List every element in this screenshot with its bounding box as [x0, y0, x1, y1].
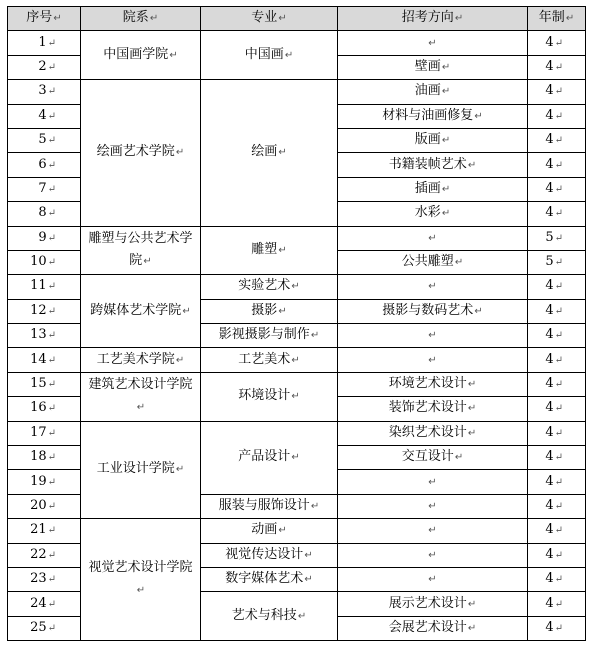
years-cell: 4↵	[528, 153, 586, 177]
major-cell: 绘画↵	[201, 80, 338, 226]
direction-cell: ↵	[338, 226, 528, 250]
serial-cell: 7↵	[8, 177, 81, 201]
years-cell: 4↵	[528, 397, 586, 421]
direction-cell: 版画↵	[338, 128, 528, 152]
serial-cell: 5↵	[8, 128, 81, 152]
table-row	[8, 226, 586, 250]
serial-cell: 17↵	[8, 421, 81, 445]
table-header	[8, 7, 586, 31]
years-cell: 4↵	[528, 324, 586, 348]
header-department: 院系↵	[81, 7, 201, 31]
table-row	[8, 421, 586, 445]
direction-cell: 环境艺术设计↵	[338, 372, 528, 396]
table-row	[8, 31, 586, 55]
department-cell: 雕塑与公共艺术学院↵	[81, 226, 201, 275]
years-cell: 4↵	[528, 543, 586, 567]
years-cell: 4↵	[528, 55, 586, 79]
direction-cell: 油画↵	[338, 80, 528, 104]
direction-cell: ↵	[338, 31, 528, 55]
years-cell: 4↵	[528, 348, 586, 372]
major-cell: 产品设计↵	[201, 421, 338, 494]
serial-cell: 6↵	[8, 153, 81, 177]
years-cell: 5↵	[528, 250, 586, 274]
years-cell: 4↵	[528, 519, 586, 543]
years-cell: 4↵	[528, 128, 586, 152]
department-cell: 工艺美术学院↵	[81, 348, 201, 372]
years-cell: 4↵	[528, 104, 586, 128]
major-cell: 摄影↵	[201, 299, 338, 323]
serial-cell: 22↵	[8, 543, 81, 567]
direction-cell: ↵	[338, 275, 528, 299]
major-cell: 中国画↵	[201, 31, 338, 80]
years-cell: 4↵	[528, 616, 586, 640]
years-cell: 4↵	[528, 299, 586, 323]
table-row	[8, 80, 586, 104]
major-cell: 影视摄影与制作↵	[201, 324, 338, 348]
serial-cell: 21↵	[8, 519, 81, 543]
years-cell: 4↵	[528, 494, 586, 518]
table-row	[8, 519, 586, 543]
table-body	[8, 31, 586, 641]
serial-cell: 14↵	[8, 348, 81, 372]
department-cell: 绘画艺术学院↵	[81, 80, 201, 226]
direction-cell: 公共雕塑↵	[338, 250, 528, 274]
serial-cell: 11↵	[8, 275, 81, 299]
header-serial: 序号↵	[8, 7, 81, 31]
direction-cell: 书籍装帧艺术↵	[338, 153, 528, 177]
years-cell: 4↵	[528, 202, 586, 226]
direction-cell: ↵	[338, 519, 528, 543]
years-cell: 4↵	[528, 372, 586, 396]
serial-cell: 8↵	[8, 202, 81, 226]
direction-cell: ↵	[338, 494, 528, 518]
direction-cell: 水彩↵	[338, 202, 528, 226]
major-cell: 环境设计↵	[201, 372, 338, 421]
direction-cell: ↵	[338, 567, 528, 591]
enrollment-table	[7, 6, 586, 641]
header-years: 年制↵	[528, 7, 586, 31]
header-major: 专业↵	[201, 7, 338, 31]
serial-cell: 24↵	[8, 592, 81, 616]
header-direction: 招考方向↵	[338, 7, 528, 31]
major-cell: 工艺美术↵	[201, 348, 338, 372]
major-cell: 实验艺术↵	[201, 275, 338, 299]
serial-cell: 1↵	[8, 31, 81, 55]
serial-cell: 10↵	[8, 250, 81, 274]
serial-cell: 20↵	[8, 494, 81, 518]
serial-cell: 19↵	[8, 470, 81, 494]
department-cell: 视觉艺术设计学院↵	[81, 519, 201, 641]
direction-cell: 交互设计↵	[338, 446, 528, 470]
direction-cell: 展示艺术设计↵	[338, 592, 528, 616]
major-cell: 服装与服饰设计↵	[201, 494, 338, 518]
serial-cell: 15↵	[8, 372, 81, 396]
department-cell: 工业设计学院↵	[81, 421, 201, 519]
major-cell: 艺术与科技↵	[201, 592, 338, 641]
department-cell: 跨媒体艺术学院↵	[81, 275, 201, 348]
years-cell: 4↵	[528, 80, 586, 104]
table-row	[8, 275, 586, 299]
years-cell: 4↵	[528, 275, 586, 299]
direction-cell: 装饰艺术设计↵	[338, 397, 528, 421]
header-row	[8, 7, 586, 31]
serial-cell: 16↵	[8, 397, 81, 421]
years-cell: 4↵	[528, 567, 586, 591]
serial-cell: 2↵	[8, 55, 81, 79]
department-cell: 中国画学院↵	[81, 31, 201, 80]
direction-cell: ↵	[338, 543, 528, 567]
serial-cell: 18↵	[8, 446, 81, 470]
direction-cell: 材料与油画修复↵	[338, 104, 528, 128]
serial-cell: 9↵	[8, 226, 81, 250]
serial-cell: 25↵	[8, 616, 81, 640]
direction-cell: ↵	[338, 348, 528, 372]
table-row	[8, 348, 586, 372]
direction-cell: 壁画↵	[338, 55, 528, 79]
direction-cell: ↵	[338, 324, 528, 348]
serial-cell: 4↵	[8, 104, 81, 128]
direction-cell: 会展艺术设计↵	[338, 616, 528, 640]
years-cell: 5↵	[528, 226, 586, 250]
major-cell: 数字媒体艺术↵	[201, 567, 338, 591]
major-cell: 动画↵	[201, 519, 338, 543]
direction-cell: ↵	[338, 470, 528, 494]
serial-cell: 13↵	[8, 324, 81, 348]
years-cell: 4↵	[528, 177, 586, 201]
direction-cell: 摄影与数码艺术↵	[338, 299, 528, 323]
years-cell: 4↵	[528, 592, 586, 616]
years-cell: 4↵	[528, 470, 586, 494]
direction-cell: 插画↵	[338, 177, 528, 201]
serial-cell: 12↵	[8, 299, 81, 323]
years-cell: 4↵	[528, 421, 586, 445]
years-cell: 4↵	[528, 31, 586, 55]
table-row	[8, 372, 586, 396]
direction-cell: 染织艺术设计↵	[338, 421, 528, 445]
serial-cell: 23↵	[8, 567, 81, 591]
department-cell: 建筑艺术设计学院↵	[81, 372, 201, 421]
major-cell: 雕塑↵	[201, 226, 338, 275]
years-cell: 4↵	[528, 446, 586, 470]
serial-cell: 3↵	[8, 80, 81, 104]
major-cell: 视觉传达设计↵	[201, 543, 338, 567]
